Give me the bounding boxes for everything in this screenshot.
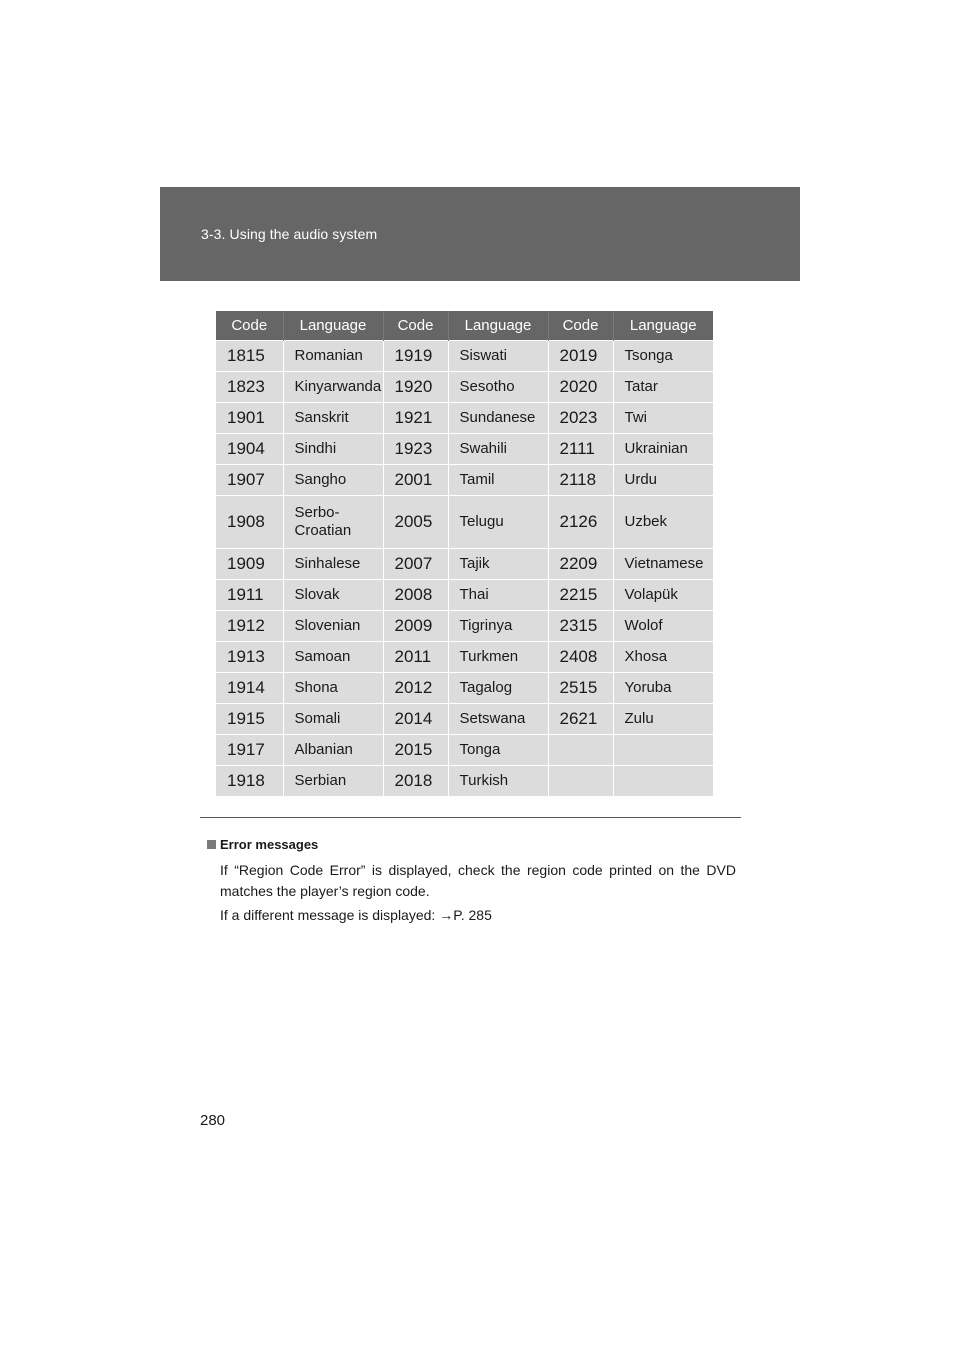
table-row <box>216 434 713 465</box>
language-cell: Urdu <box>613 465 713 496</box>
language-cell: Serbo- Croatian <box>283 496 383 549</box>
language-cell: Romanian <box>283 341 383 372</box>
language-cell: Sinhalese <box>283 549 383 580</box>
code-cell: 2019 <box>548 341 613 372</box>
code-cell: 2118 <box>548 465 613 496</box>
table-row <box>216 549 713 580</box>
code-cell: 2111 <box>548 434 613 465</box>
code-cell: 2005 <box>383 496 448 549</box>
table-row <box>216 704 713 735</box>
table-header-row <box>216 311 713 341</box>
language-cell: Sesotho <box>448 372 548 403</box>
table-row <box>216 735 713 766</box>
heading-text: Error messages <box>220 837 319 852</box>
language-cell <box>613 766 713 797</box>
column-header: Code <box>383 311 448 341</box>
language-cell: Telugu <box>448 496 548 549</box>
code-cell: 2012 <box>383 673 448 704</box>
code-cell: 2020 <box>548 372 613 403</box>
code-cell: 1920 <box>383 372 448 403</box>
section-title: 3-3. Using the audio system <box>201 226 378 242</box>
language-code-table <box>216 311 713 796</box>
code-cell: 1908 <box>216 496 283 549</box>
code-cell: 1918 <box>216 766 283 797</box>
code-cell: 2126 <box>548 496 613 549</box>
code-cell: 2621 <box>548 704 613 735</box>
language-cell: Turkish <box>448 766 548 797</box>
language-cell: Sindhi <box>283 434 383 465</box>
column-header: Language <box>448 311 548 341</box>
column-header: Language <box>283 311 383 341</box>
code-cell: 2001 <box>383 465 448 496</box>
language-cell: Volapük <box>613 580 713 611</box>
code-cell: 1909 <box>216 549 283 580</box>
language-cell: Samoan <box>283 642 383 673</box>
language-cell: Sanskrit <box>283 403 383 434</box>
code-cell: 1919 <box>383 341 448 372</box>
language-cell: Tsonga <box>613 341 713 372</box>
code-cell: 2008 <box>383 580 448 611</box>
code-cell: 1823 <box>216 372 283 403</box>
code-cell: 2209 <box>548 549 613 580</box>
table-row <box>216 341 713 372</box>
code-cell: 1921 <box>383 403 448 434</box>
code-cell <box>548 735 613 766</box>
language-cell: Zulu <box>613 704 713 735</box>
code-cell: 2009 <box>383 611 448 642</box>
section-header-bar <box>160 187 800 281</box>
language-cell: Tajik <box>448 549 548 580</box>
table-row <box>216 766 713 797</box>
divider <box>200 817 741 818</box>
table-row <box>216 611 713 642</box>
code-cell: 2007 <box>383 549 448 580</box>
table-row <box>216 580 713 611</box>
language-cell <box>613 735 713 766</box>
code-cell: 2215 <box>548 580 613 611</box>
code-cell: 1915 <box>216 704 283 735</box>
code-cell: 1912 <box>216 611 283 642</box>
language-cell: Albanian <box>283 735 383 766</box>
table-row <box>216 465 713 496</box>
bullet-square-icon <box>207 840 216 849</box>
code-cell: 1917 <box>216 735 283 766</box>
table-row <box>216 673 713 704</box>
language-cell: Tagalog <box>448 673 548 704</box>
error-messages-body <box>220 860 736 929</box>
code-cell: 1914 <box>216 673 283 704</box>
page-number: 280 <box>200 1112 226 1129</box>
language-cell: Tigrinya <box>448 611 548 642</box>
language-cell: Sangho <box>283 465 383 496</box>
table-body <box>216 341 713 797</box>
code-cell: 2011 <box>383 642 448 673</box>
language-cell: Slovak <box>283 580 383 611</box>
language-cell: Kinyarwanda <box>283 372 383 403</box>
language-cell: Tonga <box>448 735 548 766</box>
language-cell: Twi <box>613 403 713 434</box>
language-cell: Shona <box>283 673 383 704</box>
language-cell: Tamil <box>448 465 548 496</box>
language-cell: Somali <box>283 704 383 735</box>
language-cell: Slovenian <box>283 611 383 642</box>
table-row <box>216 403 713 434</box>
code-cell: 2023 <box>548 403 613 434</box>
code-cell: 2408 <box>548 642 613 673</box>
language-cell: Wolof <box>613 611 713 642</box>
language-cell: Vietnamese <box>613 549 713 580</box>
language-cell: Siswati <box>448 341 548 372</box>
language-cell: Yoruba <box>613 673 713 704</box>
language-cell: Uzbek <box>613 496 713 549</box>
language-cell: Sundanese <box>448 403 548 434</box>
column-header: Language <box>613 311 713 341</box>
language-cell: Xhosa <box>613 642 713 673</box>
language-cell: Serbian <box>283 766 383 797</box>
code-cell: 1901 <box>216 403 283 434</box>
code-cell: 2018 <box>383 766 448 797</box>
table-row <box>216 496 713 549</box>
code-cell: 1815 <box>216 341 283 372</box>
language-cell: Setswana <box>448 704 548 735</box>
column-header: Code <box>216 311 283 341</box>
code-cell: 2014 <box>383 704 448 735</box>
language-cell: Ukrainian <box>613 434 713 465</box>
language-cell: Thai <box>448 580 548 611</box>
code-cell: 2315 <box>548 611 613 642</box>
table-row <box>216 642 713 673</box>
note-paragraph: If “Region Code Error” is displayed, check the region code printed on the DVD matches the player’s region code. <box>220 862 736 899</box>
code-cell: 1913 <box>216 642 283 673</box>
code-cell: 1923 <box>383 434 448 465</box>
column-header: Code <box>548 311 613 341</box>
table-row <box>216 372 713 403</box>
language-cell: Turkmen <box>448 642 548 673</box>
code-cell: 2015 <box>383 735 448 766</box>
code-cell: 1907 <box>216 465 283 496</box>
note-paragraph: If a different message is displayed: →P. 285 <box>220 907 492 923</box>
code-cell: 1904 <box>216 434 283 465</box>
language-cell: Tatar <box>613 372 713 403</box>
error-messages-heading <box>207 837 318 852</box>
code-cell <box>548 766 613 797</box>
code-cell: 2515 <box>548 673 613 704</box>
code-cell: 1911 <box>216 580 283 611</box>
language-cell: Swahili <box>448 434 548 465</box>
